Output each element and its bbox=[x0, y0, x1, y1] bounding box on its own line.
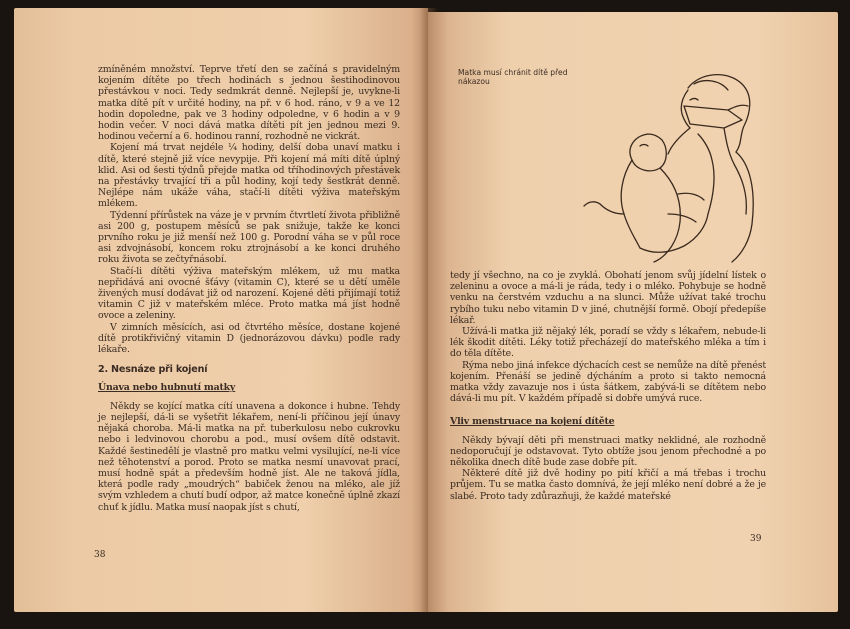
right-paragraph-4: Někdy bývají děti při menstruaci matky neklidné, ale rozhodně nedoporučují je odstavovat. Tyto obtíže jsou jenom přechodné a po několika dnech dítě bude zase dobře pít. bbox=[450, 434, 766, 469]
page-number-right: 39 bbox=[750, 534, 762, 544]
right-page-body bbox=[450, 270, 766, 502]
right-paragraph-5: Některé dítě již dvě hodiny po pití křičí a má třebas i trochu průjem. Tu se matka často domnívá, že její mléko není dobré a že je slabé. Proto tady zdůrazňuji, že každé mateřské bbox=[450, 468, 766, 502]
left-paragraph-4: Stačí-li dítěti výživa mateřským mlékem, už mu matka nepřidává ani ovocné šťávy (vitamin C), které se u dětí uměle živených musí dodávat již od narození. Kojené děti přijímají totiž vitamin C již v mateřském mléce. Proto matka má jíst hodně ovoce a zeleniny. bbox=[98, 265, 400, 322]
left-paragraph-3: Týdenní přírůstek na váze je v prvním čtvrtletí života přibližně asi 200 g, postupem měsíců se pak snižuje, takže ke konci prvního roku je již menší než 100 g. Porodní váha se v půl roce asi zdvojnásobí, koncem roku ztrojnásobí a ke konci druhého roku života se zečtyřnásobí. bbox=[98, 209, 400, 266]
right-paragraph-3: Rýma nebo jiná infekce dýchacích cest se nemůže na dítě přenést kojením. Přenáší se jedině dýcháním a proto si takto nemocná matka vždy zavazuje nos i ústa šátkem, zabývá-li se dítětem nebo dává-li mu pít. V každém případě si dobře umývá ruce. bbox=[450, 359, 766, 405]
left-page-body bbox=[98, 64, 400, 513]
subsection-title-menstruation: Vliv menstruace na kojení dítěte bbox=[450, 416, 615, 428]
left-paragraph-6: Někdy se kojící matka cítí unavena a dokonce i hubne. Tehdy je nejlepší, dá-li se vyšetřit lékařem, není-li příčinou její únavy nějaká choroba. Má-li matka na př. tuberkulosu nebo cukrovku nebo i ledvinovou chorobu a pod., musí ovšem dítě odstavit. Každé šestinedělí je vlastně pro matku velmi vysilující, ne-li více než těhotenství a porod. Proto se matka nesmí unavovat prací, musí hodně spát a především hodně jíst. Ale ne taková jídla, která podle rady „moudrých“ babiček ženou na mléko, ale jíž svým vzhledem a chutí budí odpor, až matce konečně úplně zkazí chuť k jídlu. Matka musí naopak jíst s chutí, bbox=[98, 400, 400, 513]
right-paragraph-2: Užívá-li matka již nějaký lék, poradí se vždy s lékařem, nebude-li lék škodit dítěti. Léky totiž přecházejí do mateřského mléka a tím i do těla dítěte. bbox=[450, 326, 766, 360]
page-number-left: 38 bbox=[94, 550, 106, 560]
section-title: 2. Nesnáze při kojení bbox=[98, 364, 208, 376]
subsection-title-fatigue: Únava nebo hubnutí matky bbox=[98, 382, 236, 394]
right-page bbox=[428, 12, 838, 612]
left-paragraph-5: V zimních měsících, asi od čtvrtého měsíce, dostane kojené dítě protikřivičný vitamin D (jednorázovou dávku) podle rady lékaře. bbox=[98, 321, 400, 356]
mother-with-baby-illustration bbox=[528, 64, 758, 264]
left-paragraph-1: zmíněném množství. Teprve třetí den se začíná s pravidelným kojením dítěte po třech hodinách s jednou šestihodinovou přestávkou v noci. Tedy sedmkrát denně. Nejlepší je, uvykne-li matka dítě pít v určité hodiny, na př. v 6 hod. ráno, v 9 a ve 12 hodin dopoledne, pak ve 3 hodiny odpoledne, v 6 hodin a v 9 hodin večer. V noci dává matka dítěti pít jen jednou mezi 9. hodinou večerní a 6. hodinou ranní, rozhodně ne vickrát. bbox=[98, 64, 400, 143]
left-page bbox=[14, 8, 428, 612]
right-paragraph-1: tedy jí všechno, na co je zvyklá. Obohatí jenom svůj jídelní lístek o zeleninu a ovoce a má-li je ráda, tedy i o mléko. Pohybuje se hodně venku na čerstvém vzduchu a na slunci. Může užívat také trochu rybího tuku nebo vitamin D v jiné, chutnější formě. Obojí předepíše lékař. bbox=[450, 270, 766, 326]
illustration-caption: Matka musí chránit dítě před nákazou bbox=[458, 68, 568, 86]
left-paragraph-2: Kojení má trvat nejdéle ¼ hodiny, delší doba unaví matku i dítě, které stejně již více nevypije. Při kojení má míti dítě úplný klid. Asi od šesti týdnů přejde matka od tříhodinových přestávek na přestávky trvající tři a půl hodiny, kojí tedy šestkrát denně. Nejlépe nám ukáže váha, stačí-li dítěti výživa mateřským mlékem. bbox=[98, 142, 400, 210]
